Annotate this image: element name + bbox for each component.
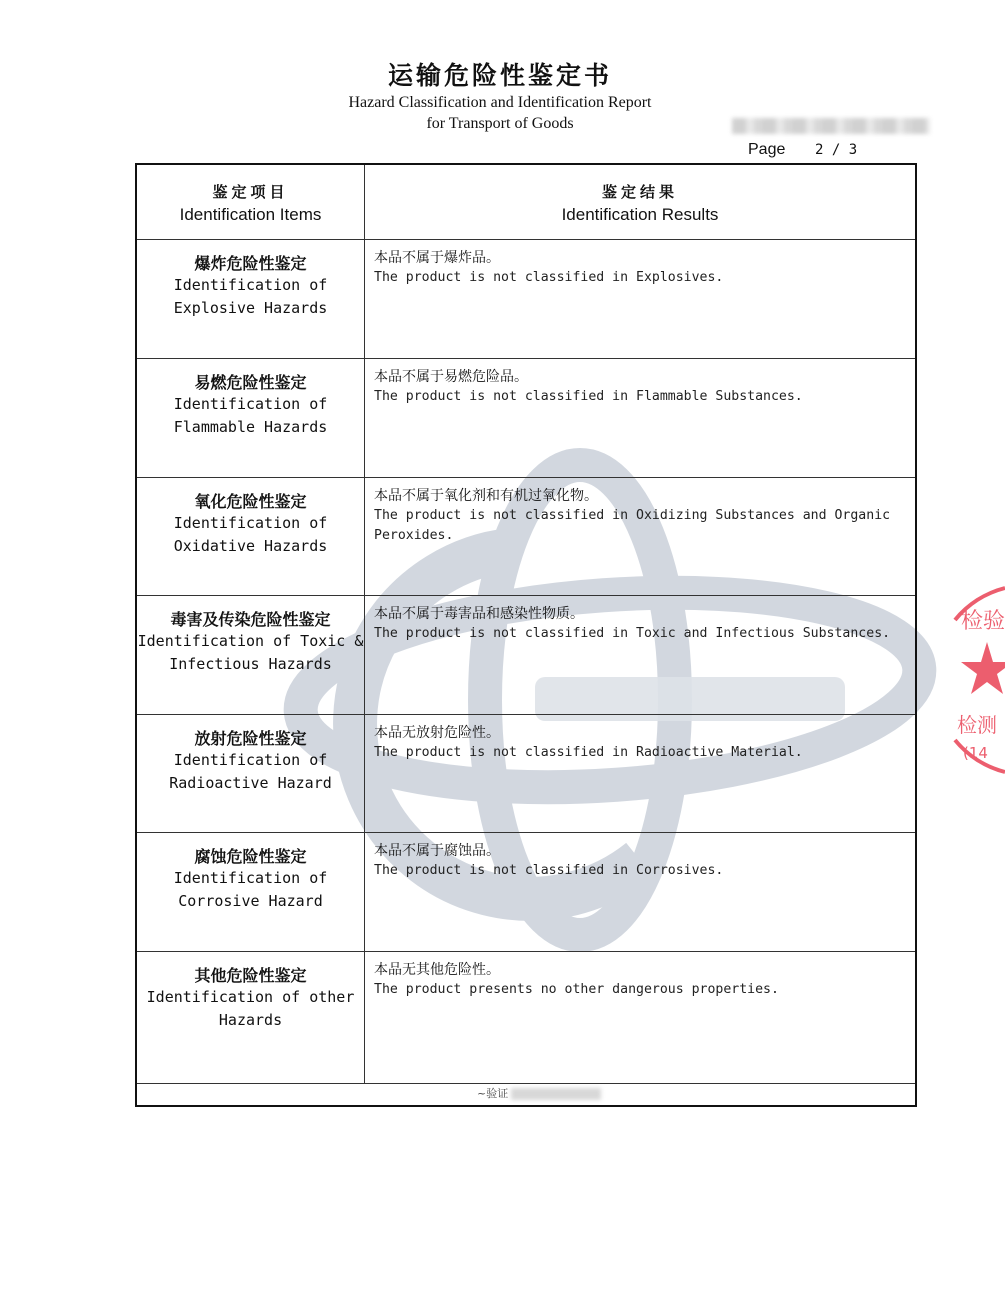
result-cell <box>374 478 909 546</box>
row-divider <box>137 1083 915 1084</box>
result-cell <box>374 359 909 407</box>
identification-table <box>135 163 917 1107</box>
item-name-chinese: 氧化危险性鉴定 <box>194 492 307 511</box>
result-cell <box>374 715 909 763</box>
header-items-chinese: 鉴定项目 <box>212 183 289 201</box>
table-row <box>137 359 915 477</box>
table-row <box>137 240 915 358</box>
result-chinese: 本品无放射危险性。 <box>374 725 500 741</box>
item-cell <box>137 240 364 320</box>
stamp-code-text: (14 <box>963 744 988 762</box>
item-cell <box>137 715 364 795</box>
item-cell <box>137 359 364 439</box>
item-cell <box>137 952 364 1032</box>
result-english: The product presents no other dangerous properties. <box>374 982 779 997</box>
report-title-english-line2: for Transport of Goods <box>426 115 574 132</box>
table-row <box>137 478 915 596</box>
report-title-chinese: 运输危险性鉴定书 <box>387 61 612 90</box>
header-results-english: Identification Results <box>561 205 719 224</box>
verification-code <box>477 1085 601 1101</box>
stamp-top-text: 检验 <box>961 609 1005 634</box>
redacted-verification-code <box>511 1088 601 1100</box>
result-english: The product is not classified in Oxidizing Substances and Organic Peroxides. <box>374 508 891 543</box>
table-row <box>137 952 915 1070</box>
result-english: The product is not classified in Toxic and Infectious Substances. <box>374 626 891 641</box>
item-cell <box>137 596 364 676</box>
result-cell <box>374 240 909 288</box>
item-name-english: Identification of Oxidative Hazards <box>173 514 328 555</box>
item-name-english: Identification of Flammable Hazards <box>173 395 328 436</box>
result-cell <box>374 833 909 881</box>
result-chinese: 本品无其他危险性。 <box>374 962 500 978</box>
result-chinese: 本品不属于易燃危险品。 <box>374 369 528 385</box>
table-row <box>137 715 915 833</box>
stamp-bottom-text: 检测 <box>957 713 997 737</box>
result-english: The product is not classified in Flammable Substances. <box>374 389 803 404</box>
official-seal-stamp <box>945 580 1005 780</box>
header-results-chinese: 鉴定结果 <box>601 183 678 201</box>
page-label: Page <box>748 141 786 158</box>
item-name-english: Identification of Toxic & Infectious Hazards <box>137 632 364 673</box>
item-name-english: Identification of Corrosive Hazard <box>173 869 328 910</box>
result-english: The product is not classified in Explosives. <box>374 270 724 285</box>
page-number: 2 / 3 <box>815 142 858 158</box>
result-cell <box>374 952 909 1000</box>
result-chinese: 本品不属于氧化剂和有机过氧化物。 <box>374 488 598 504</box>
table-row <box>137 833 915 951</box>
table-row <box>137 596 915 714</box>
header-identification-results <box>365 165 915 239</box>
header-items-english: Identification Items <box>179 205 322 224</box>
redacted-report-number <box>732 118 930 134</box>
item-name-english: Identification of Radioactive Hazard <box>169 751 332 792</box>
item-cell <box>137 833 364 913</box>
result-english: The product is not classified in Radioactive Material. <box>374 745 803 760</box>
header-identification-items <box>137 165 364 239</box>
result-chinese: 本品不属于毒害品和感染性物质。 <box>374 606 584 622</box>
item-name-english: Identification of other Hazards <box>146 988 355 1029</box>
item-name-chinese: 爆炸危险性鉴定 <box>194 254 307 273</box>
item-name-english: Identification of Explosive Hazards <box>173 276 328 317</box>
item-name-chinese: 放射危险性鉴定 <box>194 729 307 748</box>
verification-label: ~验证 <box>477 1087 509 1100</box>
report-title-english-line1: Hazard Classification and Identification Report <box>348 94 652 111</box>
item-cell <box>137 478 364 558</box>
result-english: The product is not classified in Corrosives. <box>374 863 724 878</box>
result-chinese: 本品不属于腐蚀品。 <box>374 843 500 859</box>
result-cell <box>374 596 909 644</box>
result-chinese: 本品不属于爆炸品。 <box>374 250 500 266</box>
item-name-chinese: 其他危险性鉴定 <box>194 966 307 985</box>
item-name-chinese: 毒害及传染危险性鉴定 <box>170 610 331 629</box>
item-name-chinese: 易燃危险性鉴定 <box>194 373 307 392</box>
item-name-chinese: 腐蚀危险性鉴定 <box>194 847 307 866</box>
